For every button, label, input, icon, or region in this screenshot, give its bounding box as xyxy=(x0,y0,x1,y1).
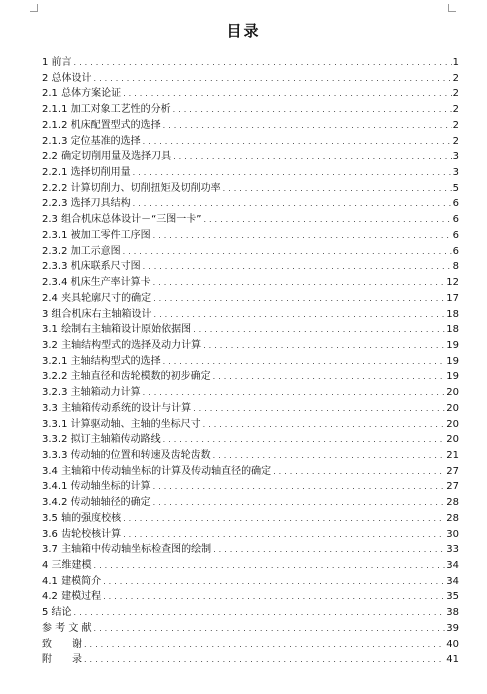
toc-dot-leader xyxy=(123,527,445,543)
toc-entry-page-number: 35 xyxy=(446,591,459,603)
toc-entry-label: 3.7 主轴箱中传动轴坐标检查图的绘制 xyxy=(42,544,212,556)
toc-entry-label: 3.5 轴的强度校核 xyxy=(42,512,122,524)
toc-entry[interactable] xyxy=(42,354,459,370)
toc-entry-label: 2.3.3 机床联系尺寸图 xyxy=(42,261,141,273)
toc-entry[interactable] xyxy=(42,134,459,150)
toc-entry-label: 2.3.4 机床生产率计算卡 xyxy=(42,277,151,289)
toc-entry-page-number: 38 xyxy=(446,607,459,619)
toc-dot-leader xyxy=(143,259,452,275)
toc-entry[interactable] xyxy=(42,196,459,212)
toc-entry-label: 3.2.3 主轴箱动力计算 xyxy=(42,387,141,399)
toc-dot-leader xyxy=(173,149,452,165)
toc-entry-page-number: 20 xyxy=(446,402,459,414)
toc-entry-label: 1 前言 xyxy=(42,57,72,68)
toc-entry-page-number: 28 xyxy=(446,512,459,524)
toc-dot-leader xyxy=(103,574,445,590)
toc-dot-leader xyxy=(273,464,445,480)
toc-entry[interactable] xyxy=(42,385,459,401)
toc-entry[interactable] xyxy=(42,259,459,275)
toc-entry-label: 3.4.1 传动轴坐标的计算 xyxy=(42,481,151,493)
toc-entry-page-number: 8 xyxy=(452,261,459,273)
toc-entry[interactable] xyxy=(42,479,459,495)
toc-entry[interactable] xyxy=(42,86,459,102)
toc-entry[interactable] xyxy=(42,338,459,354)
toc-dot-leader xyxy=(203,212,451,228)
toc-entry-label: 2.2.2 计算切削力、切削扭矩及切削功率 xyxy=(42,182,221,194)
toc-entry-label: 4.1 建模简介 xyxy=(42,575,102,587)
toc-entry-page-number: 19 xyxy=(446,339,459,351)
toc-entry-page-number: 3 xyxy=(452,151,459,163)
toc-dot-leader xyxy=(153,495,446,511)
toc-entry-page-number: 6 xyxy=(452,214,459,226)
toc-entry[interactable] xyxy=(42,605,459,621)
toc-entry-page-number: 6 xyxy=(452,229,459,241)
toc-entry-page-number: 2 xyxy=(452,119,459,131)
toc-entry-page-number: 34 xyxy=(446,560,459,571)
toc-dot-leader xyxy=(84,652,445,668)
toc-dot-leader xyxy=(153,275,446,291)
toc-entry-label: 3.4 主轴箱中传动轴坐标的计算及传动轴直径的确定 xyxy=(42,465,272,477)
toc-entry-label: 2.4 夹具轮廓尺寸的确定 xyxy=(42,292,152,304)
toc-entry[interactable] xyxy=(42,149,459,165)
toc-entry-page-number: 18 xyxy=(446,308,459,320)
toc-entry-page-number: 3 xyxy=(452,167,459,179)
toc-entry-label: 3.4.2 传动轴轴径的确定 xyxy=(42,497,151,509)
toc-entry[interactable] xyxy=(42,228,459,244)
toc-entry[interactable] xyxy=(42,102,459,118)
toc-entry-page-number: 27 xyxy=(446,481,459,493)
toc-dot-leader xyxy=(123,511,445,527)
toc-dot-leader xyxy=(193,322,445,338)
toc-entry-page-number: 2 xyxy=(452,72,459,84)
toc-dot-leader xyxy=(123,86,452,102)
toc-entry-page-number: 17 xyxy=(446,292,459,304)
toc-dot-leader xyxy=(143,385,446,401)
toc-entry-label: 5 结论 xyxy=(42,607,72,619)
toc-dot-leader xyxy=(203,417,446,433)
toc-entry-page-number: 34 xyxy=(446,575,459,587)
toc-entry-label: 2.3 组合机床总体设计－“三图一卡” xyxy=(42,214,202,226)
toc-entry[interactable] xyxy=(42,181,459,197)
toc-entry[interactable] xyxy=(42,448,459,464)
toc-dot-leader xyxy=(213,369,446,385)
toc-dot-leader xyxy=(153,479,446,495)
toc-entry-label: 3.2.2 主轴直径和齿轮模数的初步确定 xyxy=(42,371,211,383)
toc-entry[interactable] xyxy=(42,495,459,511)
toc-entry[interactable] xyxy=(42,417,459,433)
toc-dot-leader xyxy=(94,621,446,637)
toc-entry[interactable] xyxy=(42,589,459,605)
toc-entry-page-number: 1 xyxy=(452,57,459,68)
toc-entry-label: 3.3 主轴箱传动系统的设计与计算 xyxy=(42,402,192,414)
toc-entry[interactable] xyxy=(42,527,459,543)
toc-entry-label: 4.2 建模过程 xyxy=(42,591,102,603)
toc-entry-label: 2 总体设计 xyxy=(42,72,92,84)
toc-entry[interactable] xyxy=(42,542,459,558)
toc-dot-leader xyxy=(123,244,452,260)
toc-entry-label: 3 组合机床右主轴箱设计 xyxy=(42,308,152,320)
toc-dot-leader xyxy=(213,448,446,464)
toc-entry[interactable] xyxy=(42,291,459,307)
page-corner-mark-right xyxy=(448,4,456,12)
toc-entry[interactable] xyxy=(42,307,459,323)
toc-dot-leader xyxy=(154,307,446,323)
toc-dot-leader xyxy=(163,118,452,134)
toc-entry[interactable] xyxy=(42,652,459,668)
toc-entry-label: 2.3.2 加工示意图 xyxy=(42,245,121,257)
toc-entry-page-number: 41 xyxy=(446,654,459,666)
toc-entry-label: 参 考 文 献 xyxy=(42,622,92,634)
toc-entry-label: 附 录 xyxy=(42,654,82,666)
toc-entry-label: 2.2 确定切削用量及选择刀具 xyxy=(42,151,172,163)
toc-entry-page-number: 20 xyxy=(446,387,459,399)
toc-entry[interactable] xyxy=(42,71,459,87)
toc-dot-leader xyxy=(94,71,452,87)
toc-dot-leader xyxy=(163,432,446,448)
toc-entry-label: 2.1.2 机床配置型式的选择 xyxy=(42,119,161,131)
toc-dot-leader xyxy=(193,401,445,417)
toc-entry[interactable] xyxy=(42,511,459,527)
toc-entry[interactable] xyxy=(42,574,459,590)
toc-entry[interactable] xyxy=(42,212,459,228)
toc-entry-page-number: 6 xyxy=(452,198,459,210)
toc-entry-page-number: 30 xyxy=(446,528,459,540)
toc-entry-page-number: 19 xyxy=(446,355,459,367)
toc-entry-label: 2.1.3 定位基准的选择 xyxy=(42,135,141,147)
toc-entry-label: 2.1 总体方案论证 xyxy=(42,88,122,100)
toc-entry-page-number: 27 xyxy=(446,465,459,477)
toc-dot-leader xyxy=(203,338,445,354)
toc-entry-page-number: 6 xyxy=(452,245,459,257)
toc-entry-label: 2.2.3 选择刀具结构 xyxy=(42,198,131,210)
toc-entry-label: 3.1 绘制右主轴箱设计原始依据图 xyxy=(42,324,192,336)
toc-entry[interactable] xyxy=(42,432,459,448)
toc-entry[interactable] xyxy=(42,165,459,181)
toc-dot-leader xyxy=(94,558,446,574)
toc-entry[interactable] xyxy=(42,464,459,480)
toc-entry[interactable] xyxy=(42,369,459,385)
toc-dot-leader xyxy=(173,102,452,118)
table-of-contents xyxy=(42,55,459,668)
toc-dot-leader xyxy=(133,196,452,212)
toc-entry-page-number: 5 xyxy=(452,182,459,194)
toc-entry[interactable] xyxy=(42,401,459,417)
toc-dot-leader xyxy=(163,354,446,370)
toc-dot-leader xyxy=(223,181,452,197)
toc-entry-page-number: 18 xyxy=(446,324,459,336)
toc-entry-label: 3.6 齿轮校核计算 xyxy=(42,528,122,540)
toc-dot-leader xyxy=(213,542,445,558)
toc-dot-leader xyxy=(74,605,446,621)
toc-dot-leader xyxy=(143,134,452,150)
toc-entry-label: 3.2.1 主轴结构型式的选择 xyxy=(42,355,161,367)
toc-entry[interactable] xyxy=(42,275,459,291)
toc-entry-label: 2.2.1 选择切削用量 xyxy=(42,167,131,179)
toc-entry-label: 致 谢 xyxy=(42,638,82,650)
toc-entry[interactable] xyxy=(42,558,459,574)
toc-entry-label: 2.3.1 被加工零件工序图 xyxy=(42,229,151,241)
toc-entry-label: 4 三维建模 xyxy=(42,560,92,571)
toc-dot-leader xyxy=(153,291,445,307)
toc-entry[interactable] xyxy=(42,621,459,637)
toc-entry-page-number: 20 xyxy=(446,434,459,446)
toc-entry[interactable] xyxy=(42,118,459,134)
toc-entry-page-number: 2 xyxy=(452,88,459,100)
toc-entry-page-number: 40 xyxy=(446,638,459,650)
toc-entry-page-number: 2 xyxy=(452,135,459,147)
toc-entry-page-number: 28 xyxy=(446,497,459,509)
toc-entry-page-number: 33 xyxy=(446,544,459,556)
toc-dot-leader xyxy=(84,637,445,653)
toc-entry[interactable] xyxy=(42,637,459,653)
toc-dot-leader xyxy=(74,55,452,71)
toc-entry-page-number: 39 xyxy=(446,622,459,634)
toc-entry-page-number: 12 xyxy=(446,277,459,289)
toc-entry-label: 3.3.3 传动轴的位置和转速及齿轮齿数 xyxy=(42,449,211,461)
toc-entry-page-number: 21 xyxy=(446,449,459,461)
toc-entry[interactable] xyxy=(42,244,459,260)
toc-entry-page-number: 19 xyxy=(446,371,459,383)
toc-entry-label: 3.3.2 拟订主轴箱传动路线 xyxy=(42,434,161,446)
toc-dot-leader xyxy=(133,165,452,181)
toc-entry-label: 3.2 主轴结构型式的选择及动力计算 xyxy=(42,339,202,351)
toc-entry[interactable] xyxy=(42,55,459,71)
toc-dot-leader xyxy=(103,589,445,605)
toc-entry-label: 2.1.1 加工对象工艺性的分析 xyxy=(42,104,171,116)
page-corner-mark-left xyxy=(30,4,38,12)
toc-entry-page-number: 2 xyxy=(452,104,459,116)
toc-entry[interactable] xyxy=(42,322,459,338)
page-title: 目录 xyxy=(226,22,261,40)
toc-entry-label: 3.3.1 计算驱动轴、主轴的坐标尺寸 xyxy=(42,418,201,430)
toc-dot-leader xyxy=(153,228,452,244)
toc-entry-page-number: 20 xyxy=(446,418,459,430)
